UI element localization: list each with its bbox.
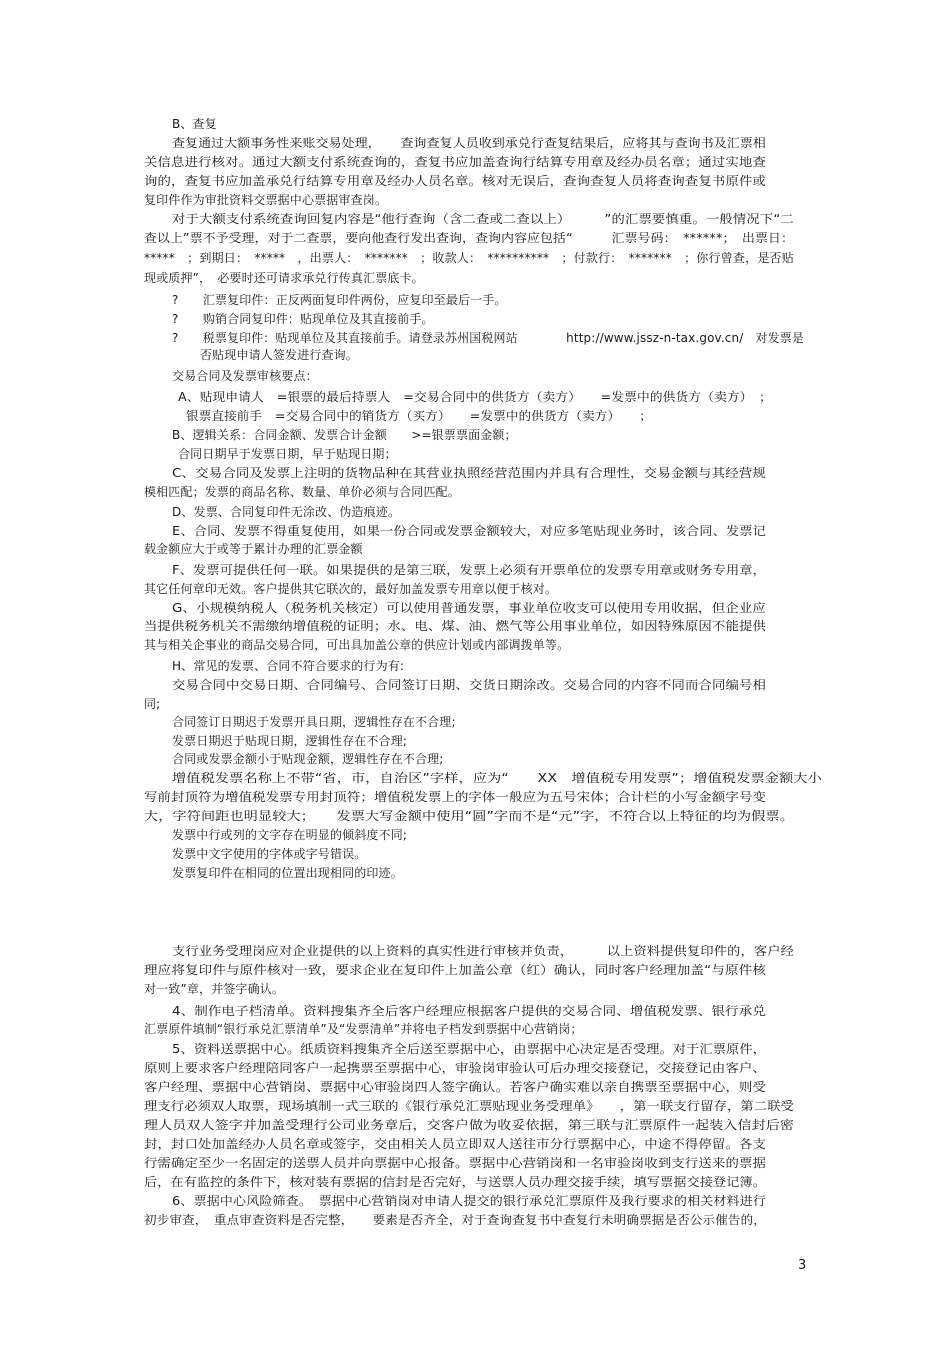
text-line: 合同日期早于发票日期，早于贴现日期；	[178, 447, 397, 461]
text-line: 支行业务受理岗应对企业提供的以上资料的真实性进行审核并负责， 以上资料提供复印件的，客户经	[172, 944, 795, 958]
text-line: 查以上”票不予受理，对于二查票，要向他查行发出查询，查询内容应包括“ 汇票号码： ******； 出票日：	[144, 231, 794, 245]
text-line: 大，字符间距也明显较大； 发票大写金额中使用“圆”字而不是“元”字，不符合以上特征的均为假票。	[144, 809, 794, 823]
text-line: 合同签订日期迟于发票开具日期，逻辑性存在不合理;	[172, 715, 456, 729]
text-line: A、贴现申请人 =银票的最后持票人 =交易合同中的供货方（卖方） =发票中的供货方（卖方） ；	[178, 390, 772, 404]
text-line: 模相匹配；发票的商品名称、数量、单价必须与合同匹配。	[144, 485, 460, 499]
text-line: 后，在有监控的条件下，核对装有票据的信封是否完好，与送票人员办理交接手续，填写票据交接登记簿。	[144, 1175, 767, 1189]
text-line: 对于大额支付系统查询回复内容是“他行查询（含二查或二查以上） ”的汇票要慎重。一般情况下“二	[172, 212, 795, 226]
text-line: D、发票、合同复印件无涂改、伪造痕迹。	[172, 505, 401, 519]
text-line: 询的，查复书应加盖承兑行结算专用章及经办人员名章。核对无误后，查询查复人员将查询查复书原件或	[144, 174, 767, 188]
text-line: 理人员双人签字并加盖受理行公司业务章后，交客户做为收妥依据，第三联与汇票原件一起装入信封后密	[144, 1118, 795, 1132]
text-line: E、合同、发票不得重复使用，如果一份合同或发票金额较大，对应多笔贴现业务时，该合同、发票记	[172, 524, 766, 538]
text-line: 合同或发票金额小于贴现金额，逻辑性存在不合理;	[172, 752, 444, 766]
page-number: 3	[798, 1258, 807, 1273]
text-line: 对一致”章，并签字确认。	[144, 982, 285, 996]
text-line: 汇票原件填制“银行承兑汇票清单”及“发票清单”并将电子档发到票据中心营销岗；	[144, 1022, 583, 1036]
text-line: 发票中行或列的文字存在明显的倾斜度不同;	[172, 828, 408, 842]
text-line: 写前封顶符为增值税发票专用封顶符；增值税发票上的字体一般应为五号宋体；合计栏的小写金额字号变	[144, 790, 767, 804]
text-line: 载金额应大于或等于累计办理的汇票金额	[144, 542, 363, 556]
text-line: 其与相关企事业的商品交易合同，可出具加盖公章的供应计划或内部调拨单等。	[144, 638, 570, 652]
text-line: 其它任何章印无效。客户提供其它联次的，最好加盖发票专用章以便于核对。	[144, 582, 558, 596]
text-line: 原则上要求客户经理陪同客户一起携票至票据中心，审验岗审验认可后办理交接登记，交接登记由客户、	[144, 1061, 767, 1075]
text-line: ? 汇票复印件：正反两面复印件两份，应复印至最后一手。	[172, 293, 507, 307]
text-line: 关信息进行核对。通过大额支付系统查询的，查复书应加盖查询行结算专用章及经办员名章；通过实地查	[144, 155, 767, 169]
text-line: 当提供税务机关不需缴纳增值税的证明；水、电、煤、油、燃气等公用事业单位，如因特殊原因不能提供	[144, 619, 767, 633]
text-line: 5、资料送票据中心。纸质资料搜集齐全后送至票据中心，由票据中心决定是否受理。对于汇票原件，	[172, 1042, 767, 1056]
text-line: 否贴现申请人签发进行查询。	[200, 348, 358, 362]
text-line: B、查复	[172, 117, 217, 131]
text-line: 封，封口处加盖经办人员名章或签字，交由相关人员立即双人送往市分行票据中心，中途不得停留。各支	[144, 1137, 767, 1151]
text-line: F、发票可提供任何一联。如果提供的是第三联，发票上必须有开票单位的发票专用章或财务专用章，	[172, 563, 766, 577]
text-line: 初步审查， 重点审查资料是否完整， 要素是否齐全，对于查询查复书中查复行未明确票据是否公示催告的，	[144, 1213, 767, 1227]
text-line: 理支行必须双人取票，现场填制一式三联的《银行承兑汇票贴现业务受理单》 ，第一联支行留存，第二联受	[144, 1099, 795, 1113]
text-line: 客户经理、票据中心营销岗、票据中心审验岗四人签字确认。若客户确实难以亲自携票至票据中心，则受	[144, 1080, 767, 1094]
text-line: G、小规模纳税人（税务机关核定）可以使用普通发票，事业单位收支可以使用专用收据，但企业应	[172, 601, 766, 615]
text-line: H、常见的发票、合同不符合要求的行为有:	[172, 659, 405, 673]
text-line: 发票复印件在相同的位置出现相同的印迹。	[172, 866, 403, 880]
text-line: ***** ；到期日： ***** ，出票人： ******* ；收款人： ********** ；付款行： ******* ；你行曾查，是否贴	[144, 251, 794, 265]
text-line: 4、制作电子档清单。资料搜集齐全后客户经理应根据客户提供的交易合同、增值税发票、银行承兑	[172, 1004, 766, 1018]
text-line: C、交易合同及发票上注明的货物品种在其营业执照经营范围内并具有合理性，交易金额与其经营规	[172, 466, 767, 480]
text-line: 发票日期迟于贴现日期，逻辑性存在不合理;	[172, 734, 408, 748]
text-line: 复印件作为审批资料交票据中心票据审查岗。	[144, 193, 388, 207]
text-line: B、逻辑关系：合同金额、发票合计金额 >=银票票面金额；	[172, 428, 517, 442]
text-line: 6、票据中心风险筛查。 票据中心营销岗对申请人提交的银行承兑汇票原件及我行要求的相关材料进行	[172, 1194, 767, 1208]
text-line: 同;	[144, 697, 161, 711]
text-line: 交易合同中交易日期、合同编号、合同签订日期、交货日期涂改。交易合同的内容不同而合同编号相	[172, 678, 767, 692]
text-line: 行需确定至少一名固定的送票人员并向票据中心报备。票据中心营销岗和一名审验岗收到支行送来的票据	[144, 1156, 767, 1170]
text-line: 现或质押”， 必要时还可请求承兑行传真汇票底卡。	[144, 271, 424, 285]
text-line: ? 购销合同复印件：贴现单位及其直接前手。	[172, 312, 434, 326]
text-line: 发票中文字使用的字体或字号错误。	[172, 847, 367, 861]
text-line: 增值税发票名称上不带“省，市，自治区”字样，应为“ XX 增值税专用发票”；增值税发票金额大小	[172, 771, 822, 785]
text-line: 交易合同及发票审核要点：	[172, 369, 318, 383]
text-line: 理应将复印件与原件核对一致，要求企业在复印件上加盖公章（红）确认，同时客户经理加盖“与原件核	[144, 963, 766, 977]
text-line: 查复通过大额事务性来账交易处理， 查询查复人员收到承兑行查复结果后，应将其与查询书及汇票相	[172, 136, 766, 150]
text-line: 银票直接前手 =交易合同中的销货方（买方） =发票中的供货方（卖方） ；	[186, 409, 653, 423]
text-line: ? 税票复印件：贴现单位及其直接前手。请登录苏州国税网站 http://www.jssz-n-tax.gov.cn/ 对发票是	[172, 331, 805, 345]
